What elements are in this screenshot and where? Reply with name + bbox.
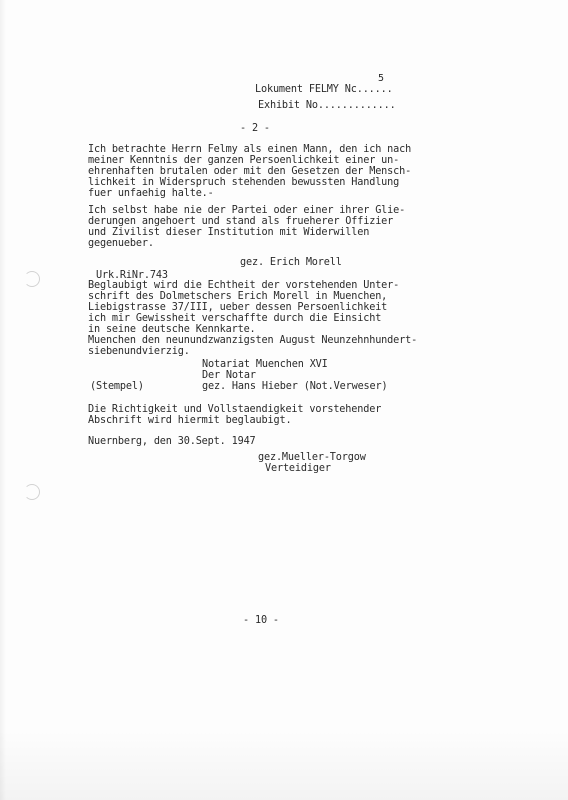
dokument-label: Lokument FELMY Nc...... bbox=[255, 84, 393, 95]
paragraph3-line: Liebigstrasse 37/III, ueber dessen Persoenlichkeit bbox=[88, 302, 388, 313]
stamp-label: (Stempel) bbox=[90, 381, 144, 392]
certification-line: Die Richtigkeit und Vollstaendigkeit vorstehender bbox=[88, 404, 382, 415]
paragraph3-line: in seine deutsche Kennkarte. bbox=[88, 324, 256, 335]
paragraph3-line: schrift des Dolmetschers Erich Morell in Muenchen, bbox=[88, 291, 388, 302]
paragraph1-line: meiner Kenntnis der ganzen Persoenlichkeit einer un- bbox=[88, 155, 400, 166]
signature-mueller-torgow: gez.Mueller-Torgow bbox=[258, 452, 366, 463]
notar-title: Der Notar bbox=[202, 370, 256, 381]
paragraph3-line: siebenundvierzig. bbox=[88, 346, 190, 357]
notar-signature: gez. Hans Hieber (Not.Verweser) bbox=[202, 381, 388, 392]
page-edge-shadow bbox=[0, 0, 6, 800]
urk-number: Urk.RiNr.743 bbox=[96, 270, 168, 281]
signature-morell: gez. Erich Morell bbox=[240, 257, 342, 268]
exhibit-label: Exhibit No............. bbox=[258, 100, 396, 111]
paragraph1-line: ehrenhaften brutalen oder mit den Gesetzen der Mensch- bbox=[88, 166, 412, 177]
paragraph2-line: gegenueber. bbox=[88, 238, 154, 249]
paragraph1-line: lichkeit in Widerspruch stehenden bewussten Handlung bbox=[88, 177, 400, 188]
paragraph3-line: Muenchen den neunundzwanzigsten August Neunzehnhundert- bbox=[88, 335, 418, 346]
dokument-number: 5 bbox=[378, 73, 385, 84]
footer-page-number: - 10 - bbox=[243, 615, 279, 626]
signature-title: Verteidiger bbox=[265, 463, 331, 474]
paragraph2-line: derungen angehoert und stand als frueherer Offizier bbox=[88, 216, 394, 227]
place-date: Nuernberg, den 30.Sept. 1947 bbox=[88, 436, 256, 447]
paragraph2-line: Ich selbst habe nie der Partei oder einer ihrer Glie- bbox=[88, 205, 406, 216]
page-bottom-shadow bbox=[0, 730, 568, 800]
paragraph1-line: Ich betrachte Herrn Felmy als einen Mann, den ich nach bbox=[88, 144, 412, 155]
punch-hole-bottom bbox=[24, 484, 40, 500]
paragraph3-line: Beglaubigt wird die Echtheit der vorstehenden Unter- bbox=[88, 280, 400, 291]
notariat-line: Notariat Muenchen XVI bbox=[202, 359, 328, 370]
paragraph2-line: und Zivilist dieser Institution mit Widerwillen bbox=[88, 227, 370, 238]
page-marker: - 2 - bbox=[240, 123, 270, 134]
paragraph3-line: ich mir Gewissheit verschaffte durch die Einsicht bbox=[88, 313, 382, 324]
punch-hole-top bbox=[24, 271, 40, 287]
certification-line: Abschrift wird hiermit beglaubigt. bbox=[88, 415, 292, 426]
paragraph1-line: fuer unfaehig halte.- bbox=[88, 188, 214, 199]
